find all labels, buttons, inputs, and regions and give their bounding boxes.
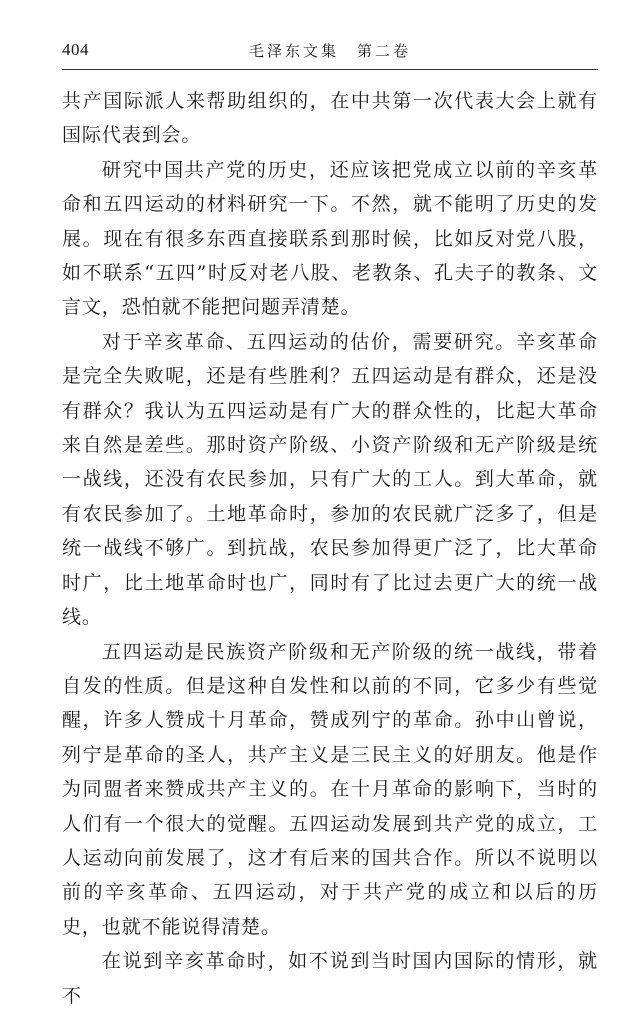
page-header: [62, 38, 598, 68]
paragraph: 对于辛亥革命、五四运动的估价，需要研究。辛亥革命是完全失败呢，还是有些胜利？五四运动是有群众，还是没有群众？我认为五四运动是有广大的群众性的，比起大革命来自然是差些。那时资产阶级、小资产阶级和无产阶级是统一战线，还没有农民参加，只有广大的工人。到大革命，就有农民参加了。土地革命时，参加的农民就广泛多了，但是统一战线不够广。到抗战，农民参加得更广泛了，比大革命时广，比土地革命时也广，同时有了比过去更广大的统一战线。: [62, 330, 598, 629]
page-number: 404: [62, 40, 89, 59]
header-rule: [62, 69, 598, 70]
paragraph: 在说到辛亥革命时，如不说到当时国内国际的情形，就不: [62, 950, 598, 1007]
running-title: 毛泽东文集 第二卷: [248, 42, 411, 60]
paragraph-continuation: 共产国际派人来帮助组织的，在中共第一次代表大会上就有国际代表到会。: [62, 90, 598, 147]
paragraph: 五四运动是民族资产阶级和无产阶级的统一战线，带着自发的性质。但是这种自发性和以前的不同，它多少有些觉醒，许多人赞成十月革命，赞成列宁的革命。孙中山曾说，列宁是革命的圣人，共产主义是三民主义的好朋友。他是作为同盟者来赞成共产主义的。在十月革命的影响下，当时的人们有一个很大的觉醒。五四运动发展到共产党的成立，工人运动向前发展了，这才有后来的国共合作。所以不说明以前的辛亥革命、五四运动，对于共产党的成立和以后的历史，也就不能说得清楚。: [62, 640, 598, 938]
paragraph: 研究中国共产党的历史，还应该把党成立以前的辛亥革命和五四运动的材料研究一下。不然，就不能明了历史的发展。现在有很多东西直接联系到那时候，比如反对党八股，如不联系“五四”时反对老八股、老教条、孔夫子的教条、文言文，恐怕就不能把问题弄清楚。: [62, 158, 598, 319]
body-text: [62, 84, 598, 1013]
